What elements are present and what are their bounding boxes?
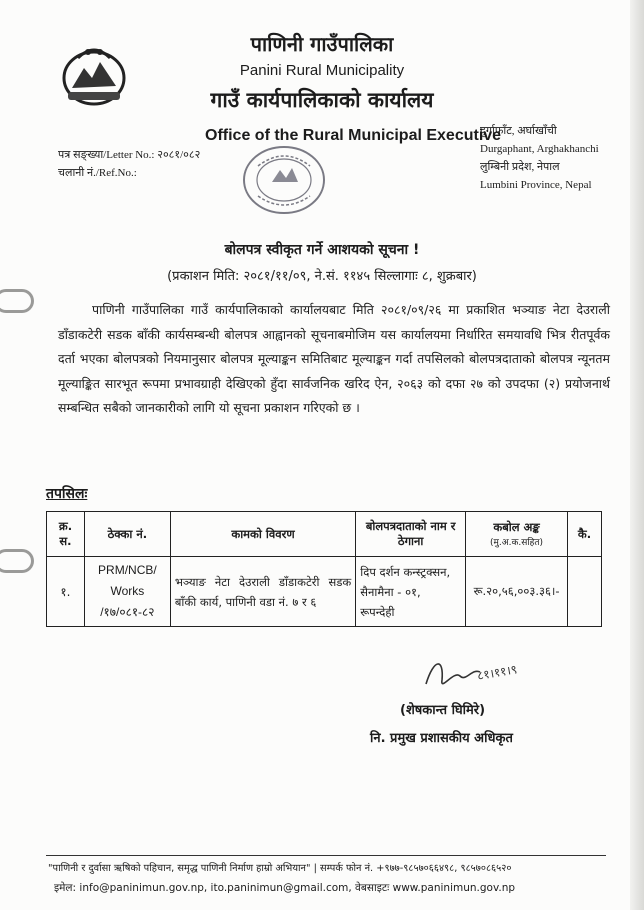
contract-line: /१७/०८१-८२ xyxy=(100,605,155,619)
binder-ring xyxy=(0,289,34,313)
office-address xyxy=(480,122,599,194)
col-header-contract: ठेक्का नं. xyxy=(84,512,170,557)
signatory-name: (शेषकान्त घिमिरे) xyxy=(400,703,486,718)
table-row xyxy=(47,557,602,627)
notice-body: पाणिनी गाउँपालिका गाउँ कार्यपालिकाको कार्यालयबाट मिति २०८१/०९/२६ मा प्रकाशित भञ्याङ नेटा देउराली डाँडाकटेरी सडक बाँकी कार्यसम्बन्धी बोलपत्र आह्वानको सूचनाबमोजिम यस कार्यालयमा निर्धारित समयावधि भित्र रीतपूर्वक दर्ता भएका बोलपत्रको नियमानुसार बोलपत्र मूल्याङ्कन समितिबाट मूल्याङ्कन गर्दा तपसिलको बोलपत्रदाताको बोलपत्र न्यूनतम मूल्याङ्कित सारभूत रूपमा प्रभावग्राही देखिएको हुँदा सार्वजनिक खरिद ऐन, २०६३ को दफा २७ को उपदफा (२) प्रयोजनार्थ सम्बन्धित सबैको जानकारीको लागि यो सूचना प्रकाशन गरिएको छ । xyxy=(58,302,610,415)
municipality-name-en: Panini Rural Municipality xyxy=(239,62,405,79)
bidder-line: रूपन्देही xyxy=(360,604,395,619)
letter-reference xyxy=(58,146,200,182)
address-line: Lumbini Province, Nepal xyxy=(480,179,592,191)
footer-divider xyxy=(46,855,606,856)
bidder-line: दिप दर्शन कन्स्ट्रक्सन, xyxy=(360,564,451,579)
details-heading: तपसिलः xyxy=(46,486,88,502)
cell-bidder xyxy=(356,557,466,627)
bidder-line: सैनामैना - ०१, xyxy=(360,584,421,599)
contract-line: PRM/NCB/ xyxy=(98,563,157,577)
bid-table xyxy=(46,511,602,627)
publication-date: (प्रकाशन मिति: २०८१/११/०९, ने.सं. ११४५ सिल्लागाः ८, शुक्रबार) xyxy=(167,269,477,284)
address-line: लुम्बिनी प्रदेश, नेपाल xyxy=(480,161,560,173)
cell-contract xyxy=(84,557,170,627)
binder-ring xyxy=(0,549,34,573)
amount-header-label: कबोल अङ्क xyxy=(493,520,540,534)
address-line: Durgaphant, Arghakhanchi xyxy=(480,143,599,155)
signatory-role: नि. प्रमुख प्रशासकीय अधिकृत xyxy=(370,731,513,746)
ref-number: चलानी नं./Ref.No.: xyxy=(58,167,137,179)
municipality-name-ne: पाणिनी गाउँपालिका xyxy=(250,32,394,56)
page-edge xyxy=(630,0,644,910)
cell-remarks xyxy=(568,557,602,627)
cell-sn: १. xyxy=(47,557,85,627)
signature-date-scribble: ८१।११।९ xyxy=(476,662,519,683)
col-header-sn: क्र. स. xyxy=(47,512,85,557)
col-header-bidder: बोलपत्रदाताको नाम र ठेगाना xyxy=(356,512,466,557)
office-name-en: Office of the Rural Municipal Executive xyxy=(205,127,502,144)
col-header-work: कामको विवरण xyxy=(170,512,355,557)
office-name-ne: गाउँ कार्यपालिकाको कार्यालय xyxy=(210,88,434,112)
notice-title: बोलपत्र स्वीकृत गर्ने आशयको सूचना ! xyxy=(224,242,420,258)
footer-email-website: इमेल: info@paninimun.gov.np, ito.paninimun@gmail.com, वेबसाइटः www.paninimun.gov.np xyxy=(54,882,516,894)
amount-header-sub: (मु.अ.क.सहित) xyxy=(489,538,544,548)
letter-number: पत्र सङ्ख्या/Letter No.: २०८१/०८२ xyxy=(58,149,201,161)
table-header-row xyxy=(47,512,602,557)
col-header-amount xyxy=(466,512,568,557)
address-line: दुर्गाफाँट, अर्घाखाँची xyxy=(480,125,557,137)
col-header-remarks: कै. xyxy=(568,512,602,557)
cell-bid-amount: रू.२०,५६,००३.३६।- xyxy=(466,557,568,627)
office-stamp xyxy=(238,140,330,218)
handwritten-signature xyxy=(420,650,540,696)
contract-line: Works xyxy=(110,584,145,598)
footer-slogan-contact: "पाणिनी र दुर्वासा ऋषिको पहिचान, समृद्ध पाणिनी निर्माण हाम्रो अभियान" | सम्पर्क फोन नं. +९७७-९८५७०६६४९८, ९८५७०८६५२० xyxy=(48,863,512,874)
cell-work-description: भञ्याङ नेटा देउराली डाँडाकटेरी सडक बाँकी कार्य, पाणिनी वडा नं. ७ र ६ xyxy=(170,557,355,627)
